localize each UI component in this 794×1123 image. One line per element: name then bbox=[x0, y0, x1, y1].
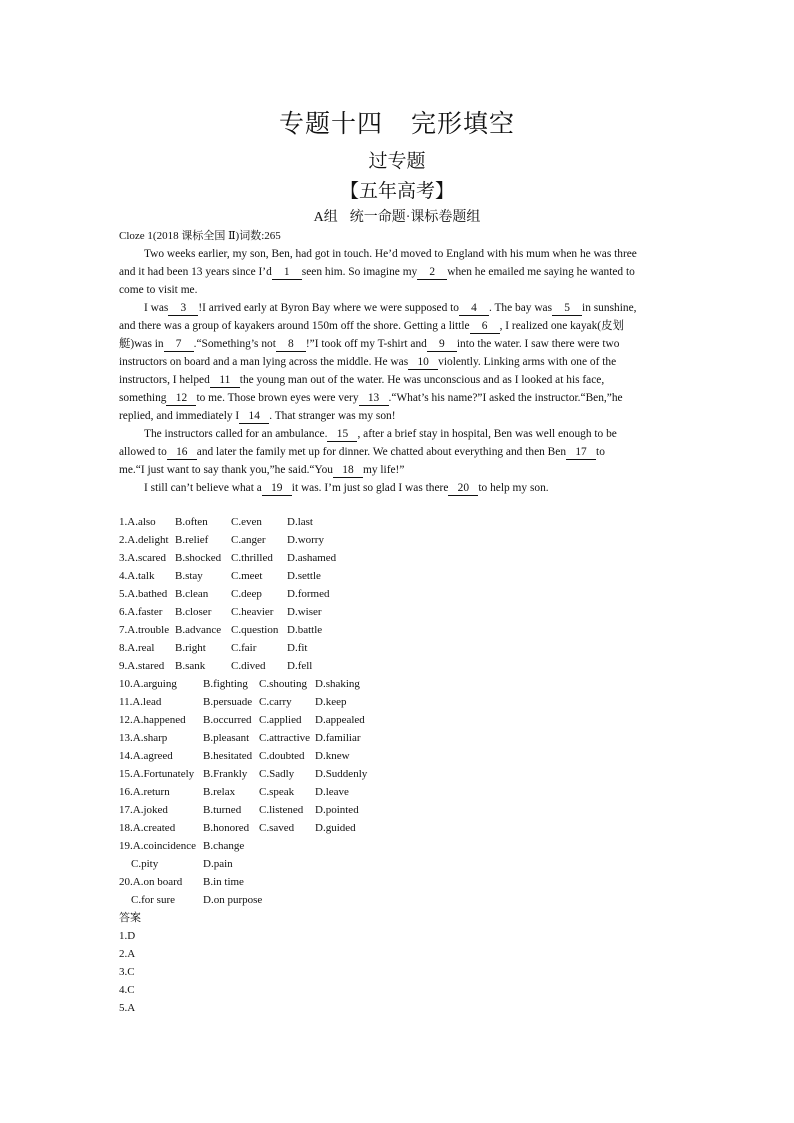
option-choice: 15.A.Fortunately bbox=[119, 768, 195, 780]
option-choice: D.formed bbox=[287, 588, 330, 600]
blank-11: 11 bbox=[210, 374, 240, 388]
option-row bbox=[119, 747, 367, 765]
passage-text: . That stranger was my son! bbox=[269, 410, 396, 422]
option-choice: B.often bbox=[175, 516, 208, 528]
option-choice: D.pointed bbox=[315, 804, 359, 816]
option-row bbox=[119, 819, 367, 837]
answer-item: 3.C bbox=[119, 966, 135, 978]
option-row bbox=[119, 783, 367, 801]
group-heading bbox=[0, 206, 794, 226]
passage-text: the young man out of the water. He was unconscious and as I looked at his face, bbox=[239, 374, 605, 386]
option-choice: D.familiar bbox=[315, 732, 361, 744]
option-choice: D.settle bbox=[287, 570, 321, 582]
option-choice: C.carry bbox=[259, 696, 292, 708]
option-row bbox=[119, 549, 367, 567]
passage-text: into the water. I saw there were two bbox=[456, 338, 620, 350]
passage-line bbox=[119, 335, 657, 353]
option-choice: D.last bbox=[287, 516, 313, 528]
passage-text: The instructors called for an ambulance. bbox=[144, 428, 328, 440]
passage-text: when he emailed me saying he wanted to bbox=[447, 266, 635, 278]
option-choice: C.saved bbox=[259, 822, 295, 834]
option-choice: C.heavier bbox=[231, 606, 274, 618]
passage-line bbox=[119, 317, 657, 335]
passage-text: me.“I just want to say thank you,”he said.“You bbox=[119, 464, 333, 476]
blank-3: 3 bbox=[168, 302, 198, 316]
passage-text: .“What’s his name?”I asked the instructor.“Ben,”he bbox=[388, 392, 623, 404]
option-choice: C.attractive bbox=[259, 732, 311, 744]
passage-line bbox=[119, 389, 657, 407]
option-choice: C.even bbox=[231, 516, 262, 528]
blank-7: 7 bbox=[164, 338, 194, 352]
option-choice: B.sank bbox=[175, 660, 206, 672]
passage-text: and it had been 13 years since I’d bbox=[119, 266, 272, 278]
page-title bbox=[0, 104, 794, 140]
passage-text: instructors on board and a man lying across the middle. He was bbox=[119, 356, 409, 368]
option-row bbox=[119, 711, 367, 729]
option-row bbox=[119, 801, 367, 819]
option-choice: D.appealed bbox=[315, 714, 365, 726]
passage-text: . The bay was bbox=[488, 302, 553, 314]
option-choice: 2.A.delight bbox=[119, 534, 169, 546]
passage-line bbox=[119, 479, 657, 497]
blank-4: 4 bbox=[459, 302, 489, 316]
option-row bbox=[119, 639, 367, 657]
option-row bbox=[119, 729, 367, 747]
option-row bbox=[119, 531, 367, 549]
passage-text: !I arrived early at Byron Bay where we were supposed to bbox=[198, 302, 459, 314]
blank-2: 2 bbox=[417, 266, 447, 280]
passage-text: replied, and immediately I bbox=[119, 410, 240, 422]
option-choice: C.dived bbox=[231, 660, 266, 672]
option-choice: 10.A.arguing bbox=[119, 678, 177, 690]
blank-10: 10 bbox=[408, 356, 438, 370]
blank-13: 13 bbox=[359, 392, 389, 406]
option-choice: B.Frankly bbox=[203, 768, 248, 780]
blank-17: 17 bbox=[566, 446, 596, 460]
option-choice: B.shocked bbox=[175, 552, 222, 564]
passage-line bbox=[119, 371, 657, 389]
answer-item: 2.A bbox=[119, 948, 136, 960]
option-choice: D.leave bbox=[315, 786, 349, 798]
option-choice: C.for sure bbox=[131, 894, 175, 906]
option-choice: C.meet bbox=[231, 570, 263, 582]
blank-1: 1 bbox=[272, 266, 302, 280]
option-row bbox=[119, 837, 367, 855]
answer-item: 4.C bbox=[119, 984, 135, 996]
option-row bbox=[119, 873, 367, 891]
blank-8: 8 bbox=[276, 338, 306, 352]
option-choice: C.doubted bbox=[259, 750, 305, 762]
option-choice: B.in time bbox=[203, 876, 244, 888]
page-subtitle: 过专题 bbox=[368, 151, 426, 172]
option-choice: D.on purpose bbox=[203, 894, 263, 906]
option-choice: D.worry bbox=[287, 534, 324, 546]
passage-text: .“Something’s not bbox=[193, 338, 276, 350]
passage-text: it was. I’m just so glad I was there bbox=[291, 482, 449, 494]
title-part-topic: 专题十四 bbox=[278, 111, 383, 138]
option-choice: 12.A.happened bbox=[119, 714, 186, 726]
option-choice: 18.A.created bbox=[119, 822, 176, 834]
option-choice: 1.A.also bbox=[119, 516, 156, 528]
option-choice: B.advance bbox=[175, 624, 222, 636]
option-choice: 13.A.sharp bbox=[119, 732, 168, 744]
title-part-name: 完形填空 bbox=[411, 111, 516, 138]
passage-text: to me. Those brown eyes were very bbox=[196, 392, 359, 404]
option-choice: B.closer bbox=[175, 606, 212, 618]
option-choice: D.guided bbox=[315, 822, 356, 834]
blank-16: 16 bbox=[167, 446, 197, 460]
passage-text: I still can’t believe what a bbox=[144, 482, 262, 494]
cloze-meta: Cloze 1(2018 课标全国 Ⅱ)词数:265 bbox=[119, 230, 281, 242]
passage-text: I was bbox=[144, 302, 169, 314]
passage-text: instructors, I helped bbox=[119, 374, 210, 386]
passage-line bbox=[119, 281, 657, 299]
option-choice: 20.A.on board bbox=[119, 876, 183, 888]
passage-text: !”I took off my T-shirt and bbox=[305, 338, 427, 350]
passage-text: seen him. So imagine my bbox=[301, 266, 418, 278]
option-choice: 9.A.stared bbox=[119, 660, 165, 672]
cloze-passage bbox=[119, 245, 657, 497]
answer-item: 5.A bbox=[119, 1002, 136, 1014]
option-choice: 8.A.real bbox=[119, 642, 155, 654]
section-heading: 【五年高考】 bbox=[339, 181, 454, 202]
option-choice: B.relax bbox=[203, 786, 236, 798]
passage-text: in sunshine, bbox=[582, 302, 637, 314]
answers-heading: 答案 bbox=[119, 912, 141, 924]
option-choice: 11.A.lead bbox=[119, 696, 162, 708]
option-choice: B.fighting bbox=[203, 678, 248, 690]
blank-5: 5 bbox=[552, 302, 582, 316]
option-choice: D.fit bbox=[287, 642, 308, 654]
option-choice: D.knew bbox=[315, 750, 350, 762]
option-choice: B.right bbox=[175, 642, 206, 654]
option-choice: B.occurred bbox=[203, 714, 252, 726]
option-row bbox=[119, 675, 367, 693]
option-choice: D.battle bbox=[287, 624, 323, 636]
blank-18: 18 bbox=[333, 464, 363, 478]
options-list bbox=[119, 513, 367, 909]
blank-20: 20 bbox=[448, 482, 478, 496]
option-choice: D.ashamed bbox=[287, 552, 337, 564]
passage-line bbox=[119, 263, 657, 281]
option-choice: D.pain bbox=[203, 858, 233, 870]
option-choice: 16.A.return bbox=[119, 786, 170, 798]
option-choice: D.fell bbox=[287, 660, 313, 672]
option-row bbox=[119, 855, 367, 873]
blank-14: 14 bbox=[239, 410, 269, 424]
passage-line bbox=[119, 353, 657, 371]
option-choice: B.clean bbox=[175, 588, 209, 600]
option-row bbox=[119, 891, 367, 909]
option-choice: B.persuade bbox=[203, 696, 253, 708]
passage-line bbox=[119, 299, 657, 317]
option-row bbox=[119, 657, 367, 675]
option-choice: 6.A.faster bbox=[119, 606, 163, 618]
option-row bbox=[119, 567, 367, 585]
option-row bbox=[119, 585, 367, 603]
blank-12: 12 bbox=[166, 392, 196, 406]
passage-text: , after a brief stay in hospital, Ben was well enough to be bbox=[357, 428, 617, 440]
passage-text: come to visit me. bbox=[119, 284, 198, 296]
option-choice: C.speak bbox=[259, 786, 295, 798]
option-choice: B.honored bbox=[203, 822, 250, 834]
option-choice: B.stay bbox=[175, 570, 203, 582]
option-choice: 19.A.coincidence bbox=[119, 840, 196, 852]
answer-item: 1.D bbox=[119, 930, 136, 942]
passage-line bbox=[119, 407, 657, 425]
passage-text: and there was a group of kayakers around 150m off the shore. Getting a little bbox=[119, 320, 470, 332]
blank-19: 19 bbox=[262, 482, 292, 496]
passage-text: Two weeks earlier, my son, Ben, had got in touch. He’d moved to England with his mum when he was three bbox=[144, 248, 637, 260]
option-choice: D.Suddenly bbox=[315, 768, 368, 780]
option-choice: B.turned bbox=[203, 804, 242, 816]
option-choice: 14.A.agreed bbox=[119, 750, 173, 762]
option-row bbox=[119, 621, 367, 639]
option-choice: C.pity bbox=[131, 858, 159, 870]
passage-line bbox=[119, 245, 657, 263]
blank-6: 6 bbox=[470, 320, 500, 334]
option-row bbox=[119, 765, 367, 783]
option-choice: C.deep bbox=[231, 588, 262, 600]
passage-text: , I realized one kayak(皮划 bbox=[499, 320, 624, 332]
passage-text: and later the family met up for dinner. We chatted about everything and then Ben bbox=[196, 446, 567, 458]
passage-text: my life!” bbox=[362, 464, 405, 476]
option-row bbox=[119, 513, 367, 531]
passage-text: violently. Linking arms with one of the bbox=[438, 356, 617, 368]
option-choice: D.keep bbox=[315, 696, 347, 708]
option-choice: B.change bbox=[203, 840, 245, 852]
passage-text: something bbox=[119, 392, 167, 404]
option-choice: C.fair bbox=[231, 642, 257, 654]
answers-section bbox=[119, 909, 141, 1017]
passage-line bbox=[119, 461, 657, 479]
option-choice: B.pleasant bbox=[203, 732, 250, 744]
passage-line bbox=[119, 443, 657, 461]
option-choice: C.shouting bbox=[259, 678, 307, 690]
option-choice: 17.A.joked bbox=[119, 804, 168, 816]
option-choice: B.hesitated bbox=[203, 750, 253, 762]
option-choice: C.anger bbox=[231, 534, 266, 546]
option-row bbox=[119, 693, 367, 711]
option-choice: C.listened bbox=[259, 804, 304, 816]
passage-text: to bbox=[596, 446, 605, 458]
option-choice: 3.A.scared bbox=[119, 552, 167, 564]
option-choice: C.thrilled bbox=[231, 552, 273, 564]
option-choice: 7.A.trouble bbox=[119, 624, 170, 636]
blank-15: 15 bbox=[327, 428, 357, 442]
passage-text: to help my son. bbox=[478, 482, 549, 494]
option-choice: C.applied bbox=[259, 714, 302, 726]
group-label: A组 bbox=[313, 210, 338, 225]
option-choice: B.relief bbox=[175, 534, 209, 546]
passage-text: allowed to bbox=[119, 446, 167, 458]
group-desc: 统一命题·课标卷题组 bbox=[349, 210, 481, 225]
option-choice: 5.A.bathed bbox=[119, 588, 168, 600]
passage-line bbox=[119, 425, 657, 443]
option-choice: C.question bbox=[231, 624, 279, 636]
passage-text: 艇)was in bbox=[119, 338, 164, 350]
option-choice: D.shaking bbox=[315, 678, 360, 690]
option-choice: C.Sadly bbox=[259, 768, 295, 780]
option-row bbox=[119, 603, 367, 621]
option-choice: D.wiser bbox=[287, 606, 322, 618]
blank-9: 9 bbox=[427, 338, 457, 352]
option-choice: 4.A.talk bbox=[119, 570, 155, 582]
